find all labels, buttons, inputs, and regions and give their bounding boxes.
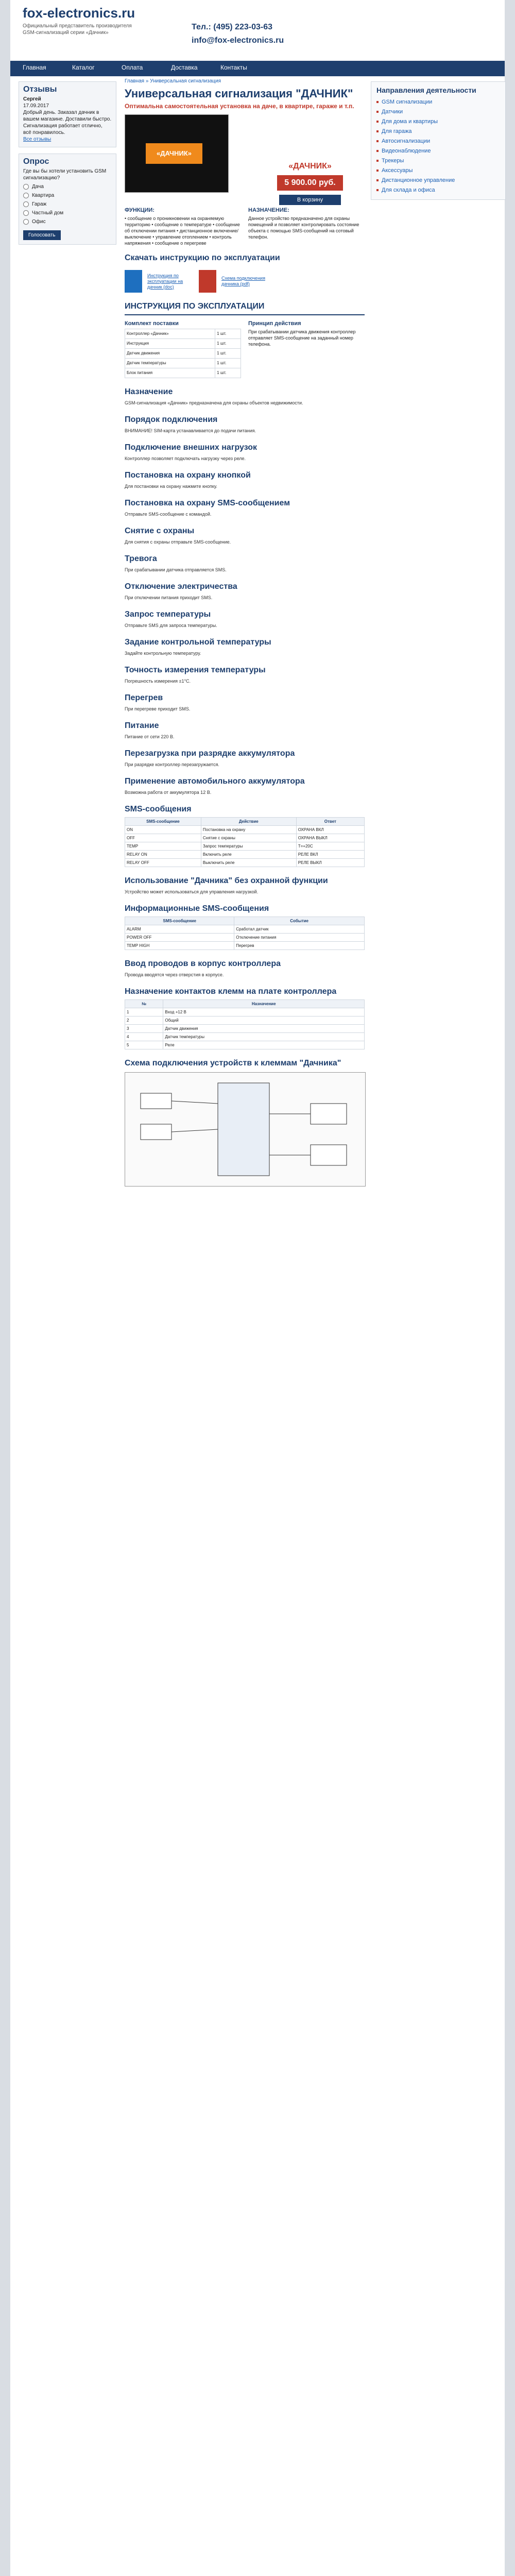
reviews-title: Отзывы (23, 85, 57, 94)
manual-title: ИНСТРУКЦИЯ ПО ЭКСПЛУАТАЦИИ (125, 302, 265, 311)
section-title: Запрос температуры (125, 610, 211, 619)
radio-icon[interactable] (23, 201, 29, 207)
kit-column (125, 320, 241, 378)
table-cell: TEMP HIGH (125, 942, 234, 950)
review-date: 17.09.2017 (23, 103, 49, 109)
table-row (125, 942, 365, 950)
table-cell: Датчик температуры (163, 1033, 365, 1041)
table-cell: Датчик температуры (125, 359, 215, 368)
sms-table (125, 817, 365, 867)
table-row (125, 368, 241, 378)
poll-option-label: Дача (32, 184, 44, 190)
section-text: Возможна работа от аккумулятора 12 В. (125, 790, 212, 795)
radio-icon[interactable] (23, 193, 29, 198)
table-cell: OFF (125, 834, 201, 842)
radio-icon[interactable] (23, 219, 29, 225)
email[interactable]: info@fox-electronics.ru (192, 36, 284, 45)
reviews-box (19, 81, 116, 147)
table-cell: ON (125, 826, 201, 834)
review-author: Сергей (23, 96, 41, 102)
price-title: «ДАЧНИК» (288, 162, 332, 171)
table-row (125, 1041, 365, 1049)
table-cell: Датчик движения (125, 349, 215, 359)
terminals-table (125, 999, 365, 1049)
pdf-icon[interactable] (199, 270, 216, 293)
download-link-scheme[interactable]: Схема подключения дачника (pdf) (221, 276, 265, 286)
section-title: Постановка на охрану кнопкой (125, 471, 251, 480)
table-cell: ALARM (125, 925, 234, 934)
nav-item-delivery[interactable]: Доставка (171, 64, 198, 71)
table-cell: 1 (125, 1008, 163, 1016)
table-row (125, 359, 241, 368)
section-title: Порядок подключения (125, 415, 218, 424)
wiring-diagram-svg (125, 1073, 365, 1186)
section-text: При срабатывании датчика отправляется SMS. (125, 567, 227, 572)
product-subtitle: Оптимальна самостоятельная установка на даче, в квартире, гараже и т.п. (125, 103, 354, 110)
wire (171, 1101, 218, 1104)
table-cell: T=+20C (296, 842, 364, 851)
category-link[interactable]: Видеонаблюдение (376, 146, 500, 156)
section-title: Отключение электричества (125, 582, 237, 591)
section-text: При перегреве приходит SMS. (125, 706, 191, 711)
download-links (125, 270, 365, 293)
purpose (248, 207, 365, 246)
categories-title: Направления деятельности (376, 86, 476, 94)
left-sidebar (19, 81, 116, 251)
terminals-title: Назначение контактов клемм на плате контроллера (125, 987, 337, 996)
categories-box (371, 81, 506, 200)
section-title: Снятие с охраны (125, 527, 195, 535)
table-header: № (125, 1000, 163, 1008)
download-title: Скачать инструкцию по эксплуатации (125, 253, 280, 262)
functions-text: • сообщение о проникновении на охраняемую территорию • сообщение о температуре • сообщение об отключении питания • дистанционное включение/выключение • управление отоплением • контроль напряжения • сообщение о перегреве (125, 216, 240, 246)
category-link[interactable]: Трекеры (376, 156, 500, 166)
category-link[interactable]: Аксессуары (376, 166, 500, 176)
table-cell: 1 шт. (215, 368, 241, 378)
table-row (125, 1025, 365, 1033)
table-cell: 3 (125, 1025, 163, 1033)
section-title: Постановка на охрану SMS-сообщением (125, 499, 290, 507)
site-logo[interactable]: fox-electronics.ru (23, 5, 135, 21)
sms-table-title: SMS-сообщения (125, 805, 192, 814)
table-row (125, 1016, 365, 1025)
nav-item-catalog[interactable]: Каталог (72, 64, 95, 71)
product-image-label: «ДАЧНИК» (146, 143, 202, 164)
dachnik-text: Устройство может использоваться для управления нагрузкой. (125, 889, 259, 894)
site-tagline: Официальный представитель производителя GSM-сигнализаций серии «Дачник» (23, 23, 132, 36)
category-link[interactable]: Датчики (376, 107, 500, 117)
table-cell: Выключить реле (201, 859, 296, 867)
table-header-row (125, 917, 365, 925)
poll-question: Где вы бы хотели установить GSM сигнализацию? (23, 168, 107, 181)
wire (171, 1129, 218, 1132)
all-reviews-link[interactable]: Все отзывы (23, 137, 52, 142)
wiring-diagram (125, 1072, 366, 1187)
poll-title: Опрос (23, 157, 49, 166)
poll-option[interactable] (23, 210, 112, 216)
wires-title: Ввод проводов в корпус контроллера (125, 959, 281, 968)
divider (125, 314, 365, 315)
table-row (125, 339, 241, 349)
table-cell: Снятие с охраны (201, 834, 296, 842)
section-text: ВНИМАНИЕ! SIM-карта устанавливается до подачи питания. (125, 428, 256, 433)
section-title: Задание контрольной температуры (125, 638, 271, 647)
motion-sensor (141, 1093, 171, 1109)
section-title: Применение автомобильного аккумулятора (125, 777, 305, 786)
poll-option[interactable] (23, 183, 112, 190)
functions (125, 207, 241, 246)
section-title: Перезагрузка при разрядке аккумулятора (125, 749, 295, 758)
price: 5 900.00 руб. (277, 175, 343, 191)
purpose-title: НАЗНАЧЕНИЕ: (248, 207, 289, 213)
category-link[interactable]: Для склада и офиса (376, 185, 500, 195)
section-text: Отправьте SMS-сообщение с командой. (125, 512, 212, 517)
table-row (125, 859, 365, 867)
manual-block (125, 320, 365, 378)
table-cell: POWER OFF (125, 934, 234, 942)
table-row (125, 329, 241, 339)
table-cell: ОХРАНА ВКЛ (296, 826, 364, 834)
table-cell: 1 шт. (215, 359, 241, 368)
product-image[interactable] (125, 114, 229, 193)
table-header-row (125, 1000, 365, 1008)
table-cell: 1 шт. (215, 349, 241, 359)
section-text: Для постановки на охрану нажмите кнопку. (125, 484, 217, 489)
top-nav (10, 61, 505, 76)
table-header: Ответ (296, 818, 364, 826)
nav-item-contacts[interactable]: Контакты (220, 64, 247, 71)
poll-option-label: Квартира (32, 193, 55, 198)
wires-text: Провода вводятся через отверстия в корпусе. (125, 972, 224, 977)
principle-text: При срабатывании датчика движения контроллер отправляет SMS-сообщение на заданный номер телефона. (248, 329, 356, 347)
section-text: GSM-сигнализация «Дачник» предназначена для охраны объектов недвижимости. (125, 400, 303, 405)
table-row (125, 1008, 365, 1016)
table-cell: Вход +12 В (163, 1008, 365, 1016)
table-cell: Перегрев (234, 942, 365, 950)
download-link-manual[interactable]: Инструкция по эксплуатации на дачник (doc) (147, 273, 183, 290)
table-header: Назначение (163, 1000, 365, 1008)
radio-icon[interactable] (23, 184, 29, 190)
table-cell: RELAY ON (125, 851, 201, 859)
table-header-row (125, 818, 365, 826)
section-text: Питание от сети 220 В. (125, 734, 175, 739)
doc-icon[interactable] (125, 270, 142, 293)
section-text: Погрешность измерения ±1°C. (125, 679, 191, 684)
table-cell: Запрос температуры (201, 842, 296, 851)
phone: Тел.: (495) 223-03-63 (192, 23, 272, 31)
poll-option[interactable] (23, 201, 112, 208)
table-cell: TEMP (125, 842, 201, 851)
page (10, 0, 505, 2576)
price-box (264, 162, 356, 205)
poll-option[interactable] (23, 218, 112, 225)
table-cell: РЕЛЕ ВЫКЛ (296, 859, 364, 867)
nav-item-home[interactable]: Главная (23, 64, 46, 71)
table-cell: Блок питания (125, 368, 215, 378)
section-title: Точность измерения температуры (125, 666, 266, 674)
poll-option-label: Частный дом (32, 210, 64, 216)
section-text: Контроллер позволяет подключать нагрузку через реле. (125, 456, 246, 461)
table-cell: Датчик движения (163, 1025, 365, 1033)
section-title: Перегрев (125, 693, 163, 702)
table-cell: Инструкция (125, 339, 215, 349)
section-title: Подключение внешних нагрузок (125, 443, 258, 452)
table-cell: РЕЛЕ ВКЛ (296, 851, 364, 859)
download-section (125, 253, 365, 263)
purpose-text: Данное устройство предназначено для охраны помещений и позволяет контролировать состояние объекта с помощью SMS-сообщений на сотовый телефон. (248, 216, 359, 240)
section-text: Отправьте SMS для запроса температуры. (125, 623, 217, 628)
principle-column (248, 320, 365, 378)
table-row (125, 925, 365, 934)
table-header: Событие (234, 917, 365, 925)
table-cell: 2 (125, 1016, 163, 1025)
table-cell: Реле (163, 1041, 365, 1049)
poll-option[interactable] (23, 192, 112, 199)
category-link[interactable]: Дистанционное управление (376, 176, 500, 185)
add-to-cart-button[interactable]: В корзину (279, 195, 341, 205)
sections (125, 387, 365, 795)
table-cell: 5 (125, 1041, 163, 1049)
main-content (125, 78, 365, 1187)
table-cell: ОХРАНА ВЫКЛ (296, 834, 364, 842)
features (125, 207, 365, 246)
section-text: Задайте контрольную температуру. (125, 651, 201, 656)
page-title: Универсальная сигнализация "ДАЧНИК" (125, 87, 353, 100)
table-row (125, 934, 365, 942)
vote-button[interactable]: Голосовать (23, 230, 61, 240)
table-cell: Включить реле (201, 851, 296, 859)
table-cell: Общий (163, 1016, 365, 1025)
section-title: Питание (125, 721, 159, 730)
table-cell: 1 шт. (215, 339, 241, 349)
category-link[interactable]: Для гаража (376, 127, 500, 137)
functions-title: ФУНКЦИИ: (125, 207, 154, 213)
table-cell: 4 (125, 1033, 163, 1041)
table-cell: Контроллер «Дачник» (125, 329, 215, 339)
kit-table (125, 329, 241, 378)
table-row (125, 349, 241, 359)
section-text: При отключении питания приходит SMS. (125, 595, 213, 600)
product-block (125, 114, 365, 202)
scheme-title: Схема подключения устройств к клеммам "Дачника" (125, 1059, 341, 1067)
breadcrumb[interactable]: Главная » Универсальная сигнализация (125, 78, 221, 84)
poll-box (19, 154, 116, 245)
table-header: Действие (201, 818, 296, 826)
table-header: SMS-сообщение (125, 917, 234, 925)
table-header: SMS-сообщение (125, 818, 201, 826)
table-cell: Отключение питания (234, 934, 365, 942)
table-row (125, 842, 365, 851)
info-table (125, 917, 365, 950)
table-row (125, 826, 365, 834)
temp-sensor (141, 1124, 171, 1140)
section-text: При разрядке контроллер перезагружается. (125, 762, 219, 767)
table-cell: Сработал датчик (234, 925, 365, 934)
table-cell: Постановка на охрану (201, 826, 296, 834)
review-text: Добрый день. Заказал дачник в вашем магазине. Доставили быстро. Сигнализация работает отлично, всё понравилось. (23, 110, 112, 135)
section-title: Назначение (125, 387, 173, 396)
nav-item-payment[interactable]: Оплата (122, 64, 143, 71)
category-link[interactable]: Для дома и квартиры (376, 117, 500, 127)
table-cell: RELAY OFF (125, 859, 201, 867)
poll-option-label: Офис (32, 219, 46, 225)
section-title: Тревога (125, 554, 157, 563)
controller-box (218, 1083, 269, 1176)
radio-icon[interactable] (23, 210, 29, 216)
header (10, 0, 505, 61)
contacts (192, 21, 284, 47)
power-supply (311, 1104, 347, 1124)
table-row (125, 1033, 365, 1041)
category-link[interactable]: Автосигнализации (376, 137, 500, 146)
dachnik-title: Использование "Дачника" без охранной функции (125, 876, 328, 885)
table-row (125, 834, 365, 842)
principle-title: Принцип действия (248, 320, 301, 327)
table-row (125, 851, 365, 859)
kit-title: Комплект поставки (125, 320, 179, 327)
poll-option-label: Гараж (32, 201, 47, 207)
table-cell: 1 шт. (215, 329, 241, 339)
relay-load (311, 1145, 347, 1165)
info-table-title: Информационные SMS-сообщения (125, 904, 269, 913)
category-link[interactable]: GSM сигнализации (376, 97, 500, 107)
section-text: Для снятия с охраны отправьте SMS-сообщение. (125, 539, 231, 545)
